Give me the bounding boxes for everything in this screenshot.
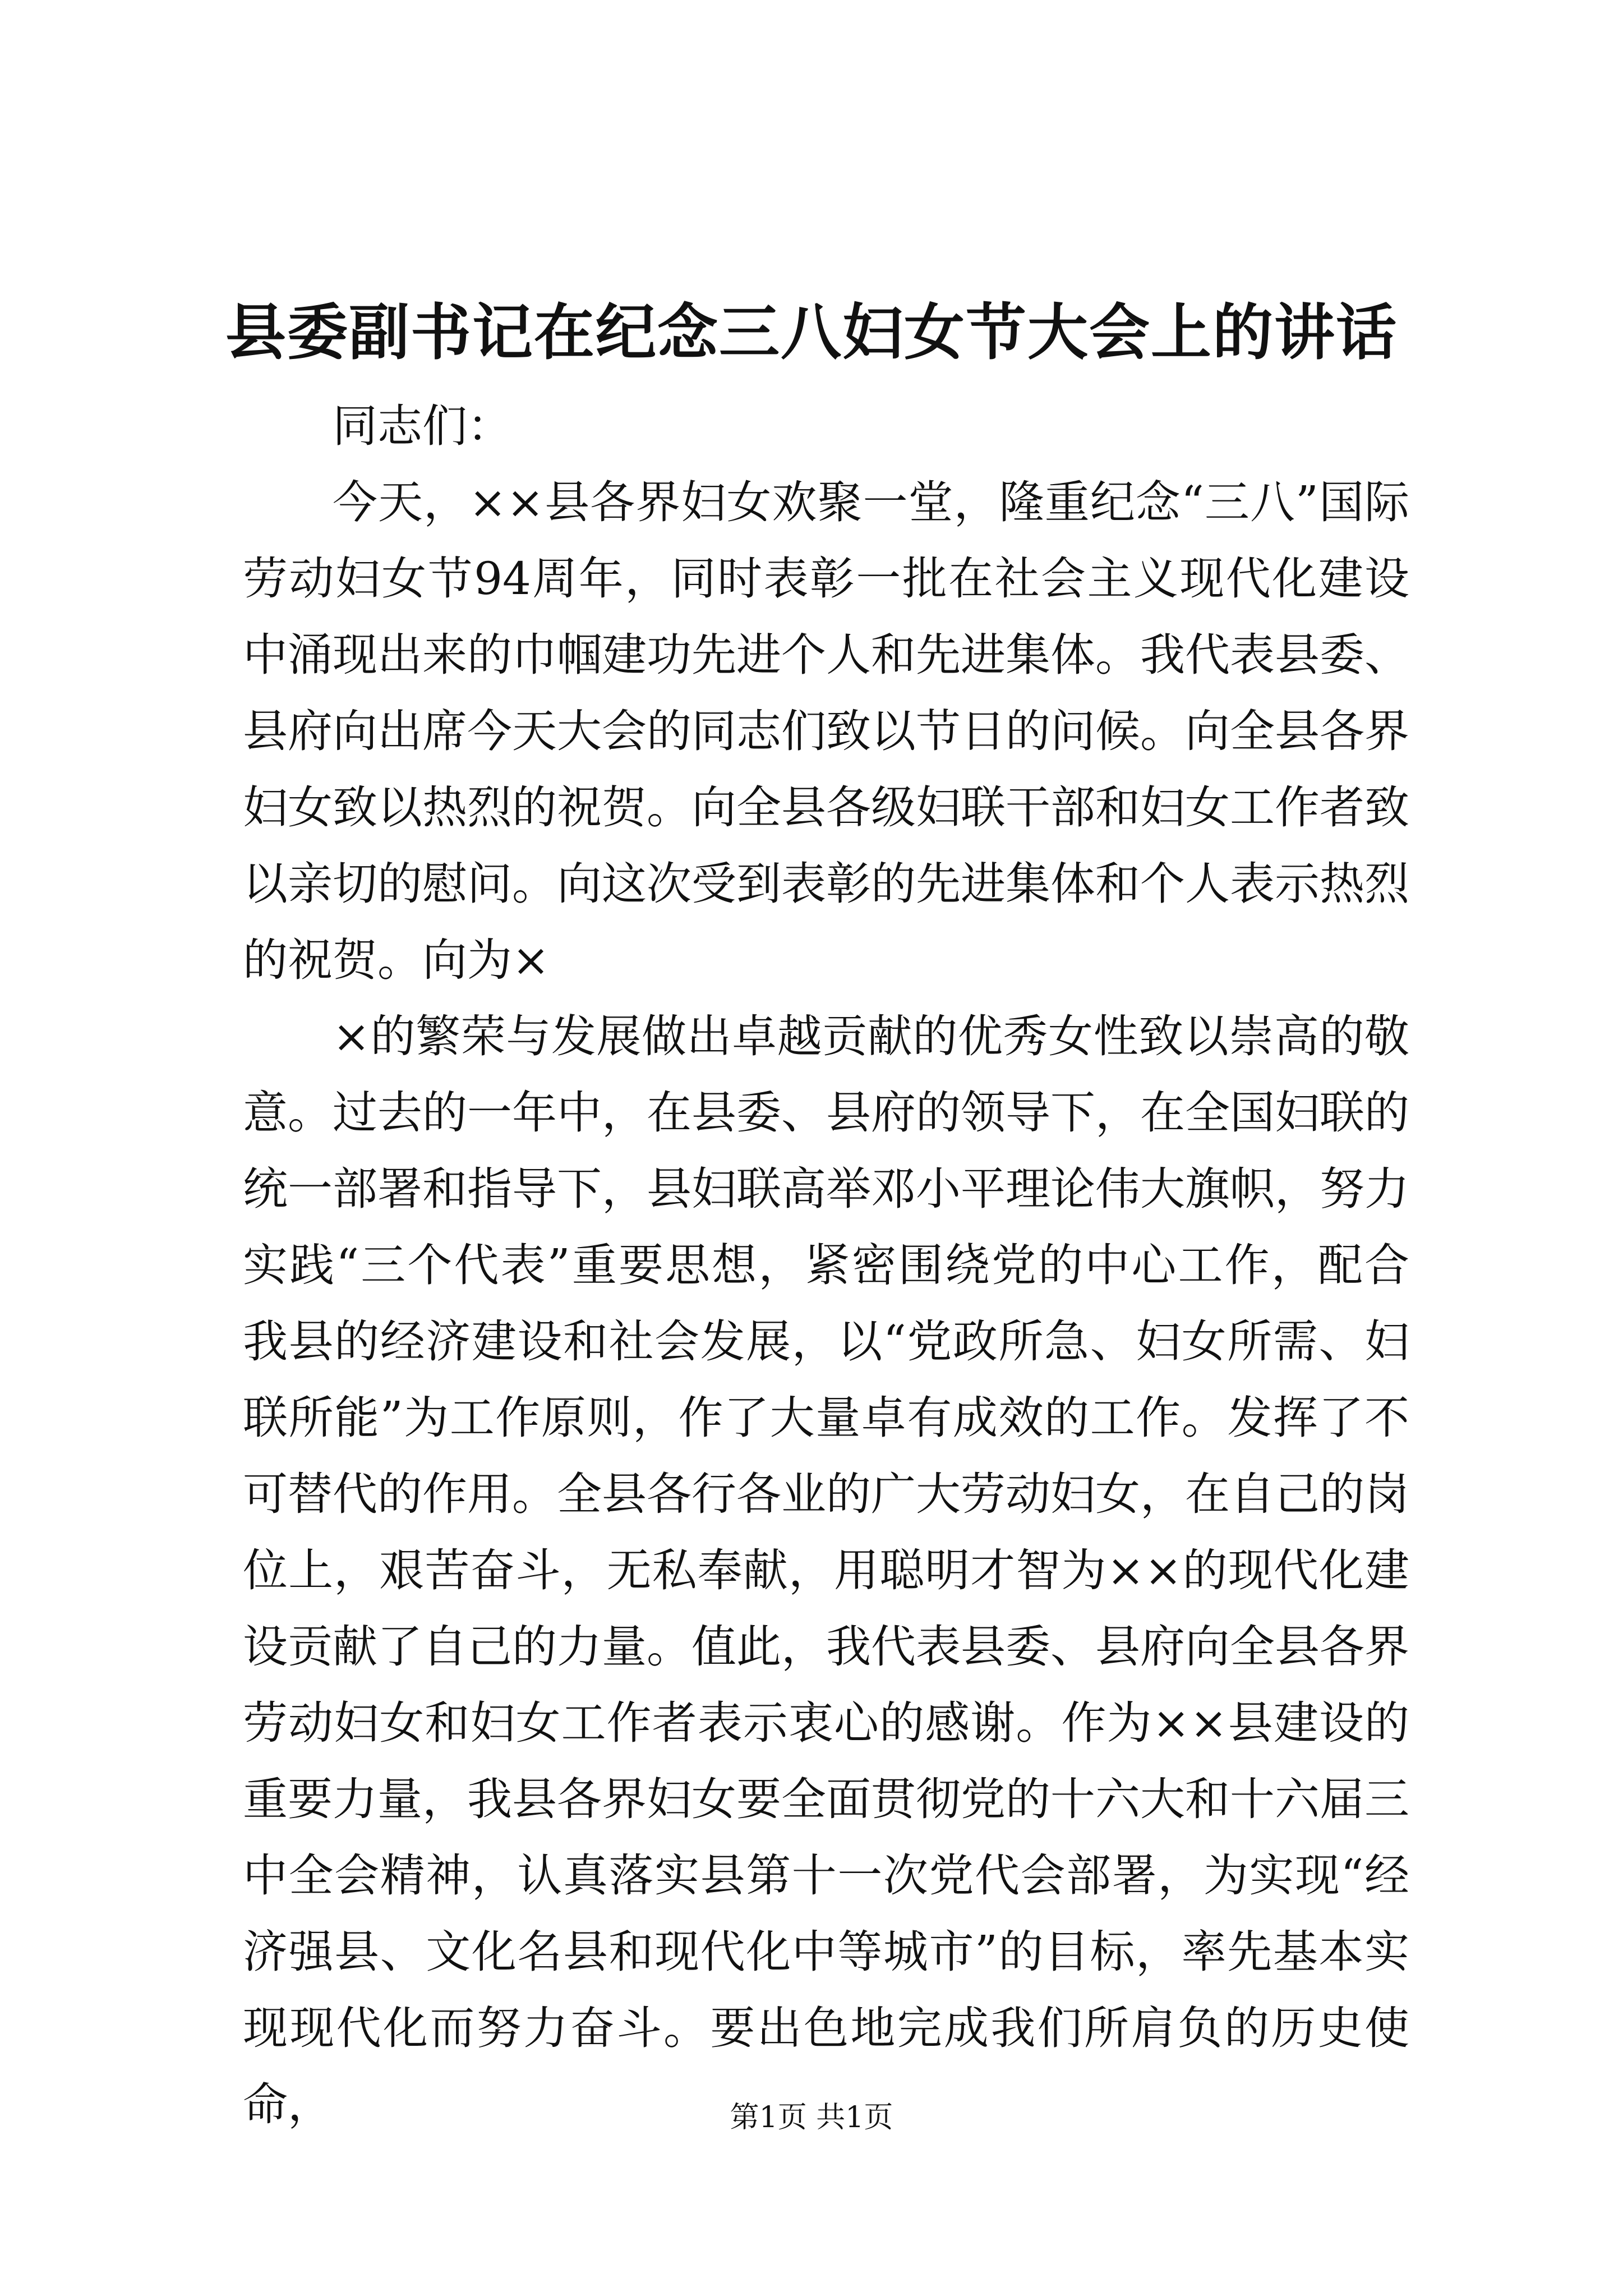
document-title: 县委副书记在纪念三八妇女节大会上的讲话 [225,297,1398,368]
body-paragraph-1: 今天，××县各界妇女欢聚一堂，隆重纪念“三八”国际劳动妇女节94周年，同时表彰一批在社会主义现代化建设中涌现出来的巾帼建功先进个人和先进集体。我代表县委、县府向出席今天大会的同志们致以节日的问候。向全县各界妇女致以热烈的祝贺。向全县各级妇联干部和妇女工作者致以亲切的慰问。向这次受到表彰的先进集体和个人表示热烈的祝贺。向为× [243,476,1409,986]
body-paragraph-2: ×的繁荣与发展做出卓越贡献的优秀女性致以崇高的敬意。过去的一年中，在县委、县府的领导下，在全国妇联的统一部署和指导下，县妇联高举邓小平理论伟大旗帜，努力实践“三个代表”重要思想，紧密围绕党的中心工作，配合我县的经济建设和社会发展，以“党政所急、妇女所需、妇联所能”为工作原则，作了大量卓有成效的工作。发挥了不可替代的作用。全县各行各业的广大劳动妇女，在自己的岗位上，艰苦奋斗，无私奉献，用聪明才智为××的现代化建设贡献了自己的力量。值此，我代表县委、县府向全县各界劳动妇女和妇女工作者表示衷心的感谢。作为××县建设的重要力量，我县各界妇女要全面贯彻党的十六大和十六届三中全会精神，认真落实县第十一次党代会部署，为实现“经济强县、文化名县和现代化中等城市”的目标，率先基本实现现代化而努力奋斗。要出色地完成我们所肩负的历史使命， [243,1010,1409,2131]
salutation: 同志们： [333,400,512,452]
page-footer: 第1页 共1页 [730,2101,893,2134]
document-body [243,388,1409,2143]
